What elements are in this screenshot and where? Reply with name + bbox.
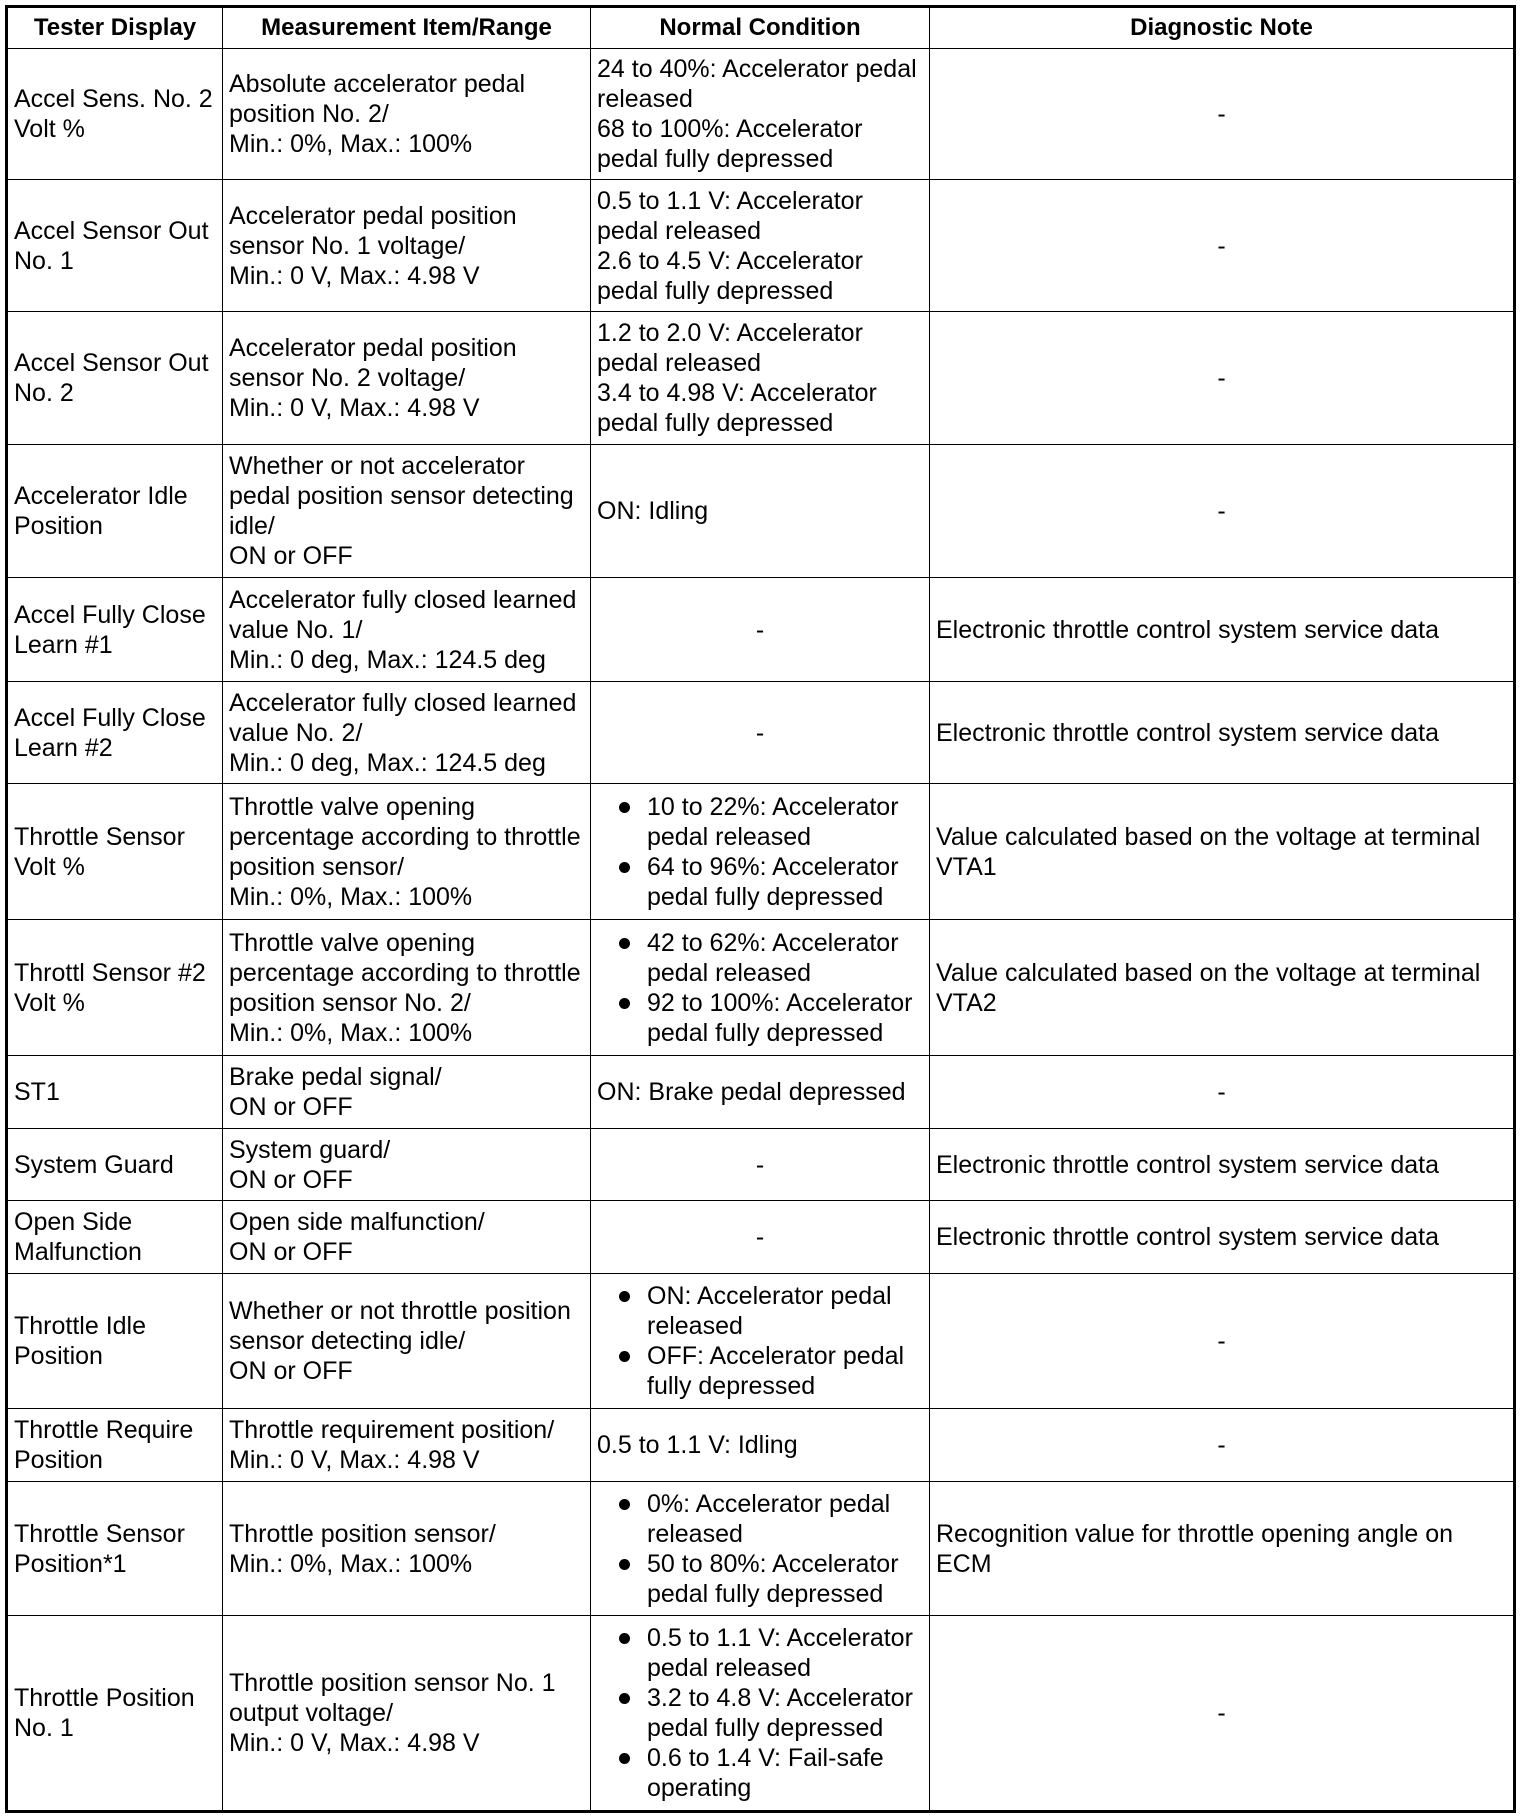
condition-bullet-item bbox=[597, 1743, 923, 1803]
condition-cell bbox=[591, 49, 930, 180]
measurement-cell bbox=[223, 1129, 591, 1201]
cell-line: Accelerator Idle bbox=[14, 482, 188, 510]
cell-line: 68 to 100%: Accelerator bbox=[597, 115, 863, 143]
condition-bullet-list bbox=[597, 1281, 923, 1401]
cell-line: Volt % bbox=[14, 988, 85, 1017]
cell-line: 0.5 to 1.1 V: Accelerator bbox=[597, 186, 863, 215]
measurement-cell bbox=[223, 312, 591, 445]
measurement-cell bbox=[223, 180, 591, 312]
cell-line: Min.: 0 deg, Max.: 124.5 deg bbox=[229, 645, 546, 674]
diagnostic-note-cell: - bbox=[930, 49, 1515, 180]
cell-line: Min.: 0 V, Max.: 4.98 V bbox=[229, 1446, 480, 1474]
cell-line: Position bbox=[14, 1342, 103, 1370]
cell-line: sensor No. 1 voltage/ bbox=[229, 231, 466, 260]
cell-line: Throttle Idle bbox=[14, 1312, 147, 1340]
table-row bbox=[7, 578, 1515, 682]
condition-cell bbox=[591, 1482, 930, 1616]
condition-bullet-item bbox=[597, 1281, 923, 1341]
measurement-cell bbox=[223, 49, 591, 180]
cell-line: Position bbox=[14, 512, 103, 540]
cell-line: pedal released bbox=[597, 349, 762, 377]
cell-line: Accel Fully Close bbox=[14, 703, 206, 732]
condition-cell bbox=[591, 1274, 930, 1409]
cell-line: Accel Fully Close bbox=[14, 600, 206, 629]
cell-line: Accelerator fully closed learned bbox=[229, 585, 577, 614]
cell-line: Throttle valve opening bbox=[229, 792, 475, 821]
cell-line: ST1 bbox=[14, 1078, 60, 1106]
measurement-cell bbox=[223, 1409, 591, 1482]
table-row bbox=[7, 1129, 1515, 1201]
cell-line: Throttle position sensor No. 1 bbox=[229, 1669, 556, 1697]
condition-cell: - bbox=[591, 1129, 930, 1201]
cell-line: Throttle position sensor/ bbox=[229, 1519, 496, 1548]
cell-line: Min.: 0%, Max.: 100% bbox=[229, 882, 473, 911]
table-row bbox=[7, 312, 1515, 445]
cell-line: Value calculated based on the voltage at terminal bbox=[936, 822, 1481, 851]
cell-line: 0%: Accelerator pedal bbox=[647, 1489, 891, 1518]
header-tester-display: Tester Display bbox=[7, 7, 223, 49]
cell-line: Volt % bbox=[14, 852, 85, 881]
diagnostic-note-cell: - bbox=[930, 445, 1515, 578]
cell-line: System Guard bbox=[14, 1150, 174, 1179]
cell-line: 50 to 80%: Accelerator bbox=[647, 1549, 899, 1578]
cell-line: sensor detecting idle/ bbox=[229, 1327, 466, 1355]
table-row bbox=[7, 1482, 1515, 1616]
cell-line: fully depressed bbox=[647, 1372, 816, 1400]
cell-line: pedal fully depressed bbox=[647, 1018, 884, 1047]
cell-line: position sensor/ bbox=[229, 852, 405, 881]
table-row bbox=[7, 445, 1515, 578]
cell-line: No. 1 bbox=[14, 246, 74, 275]
condition-bullet-list bbox=[597, 1623, 923, 1803]
cell-line: ON or OFF bbox=[229, 1093, 353, 1121]
condition-bullet-item bbox=[597, 1549, 923, 1609]
tester-display-cell bbox=[7, 1409, 223, 1482]
condition-bullet-item bbox=[597, 1683, 923, 1743]
diagnostic-note-cell: - bbox=[930, 1409, 1515, 1482]
measurement-cell bbox=[223, 578, 591, 682]
condition-cell bbox=[591, 445, 930, 578]
diagnostic-note-cell: - bbox=[930, 1056, 1515, 1129]
condition-cell bbox=[591, 784, 930, 920]
cell-line: Open side malfunction/ bbox=[229, 1208, 485, 1236]
cell-line: percentage according to throttle bbox=[229, 958, 581, 987]
header-normal-condition: Normal Condition bbox=[591, 7, 930, 49]
header-diagnostic-note: Diagnostic Note bbox=[930, 7, 1515, 49]
cell-line: Throttle Require bbox=[14, 1416, 194, 1444]
cell-line: Recognition value for throttle opening angle on bbox=[936, 1519, 1454, 1548]
condition-bullet-item bbox=[597, 1489, 923, 1549]
cell-line: sensor No. 2 voltage/ bbox=[229, 364, 466, 392]
diagnostic-note-cell: Electronic throttle control system service data bbox=[930, 682, 1515, 784]
table-row bbox=[7, 920, 1515, 1056]
cell-line: pedal position sensor detecting bbox=[229, 482, 574, 510]
cell-line: pedal released bbox=[647, 822, 812, 851]
tester-display-cell bbox=[7, 920, 223, 1056]
condition-bullet-list bbox=[597, 1489, 923, 1609]
table-row bbox=[7, 1616, 1515, 1812]
header-measurement-item: Measurement Item/Range bbox=[223, 7, 591, 49]
cell-line: Throttl Sensor #2 bbox=[14, 958, 206, 987]
tester-display-cell bbox=[7, 1129, 223, 1201]
cell-line: Accelerator pedal position bbox=[229, 334, 517, 362]
tester-display-cell bbox=[7, 784, 223, 920]
cell-line: Learn #2 bbox=[14, 733, 113, 762]
cell-line: 3.2 to 4.8 V: Accelerator bbox=[647, 1684, 913, 1712]
diagnostic-note-cell: - bbox=[930, 1274, 1515, 1409]
cell-line: Accel Sensor Out bbox=[14, 216, 209, 245]
tester-display-cell bbox=[7, 682, 223, 784]
cell-line: 92 to 100%: Accelerator bbox=[647, 988, 913, 1017]
diagnostic-note-cell bbox=[930, 784, 1515, 920]
cell-line: 42 to 62%: Accelerator bbox=[647, 928, 899, 957]
diagnostic-note-cell: Electronic throttle control system service data bbox=[930, 1201, 1515, 1274]
condition-bullet-item bbox=[597, 988, 923, 1048]
cell-line: 3.4 to 4.98 V: Accelerator bbox=[597, 379, 877, 407]
cell-line: Min.: 0 deg, Max.: 124.5 deg bbox=[229, 748, 546, 777]
cell-line: ON or OFF bbox=[229, 1165, 353, 1194]
cell-line: No. 1 bbox=[14, 1714, 74, 1742]
cell-line: Throttle Position bbox=[14, 1684, 195, 1712]
tester-display-cell bbox=[7, 1201, 223, 1274]
condition-cell bbox=[591, 312, 930, 445]
measurement-cell bbox=[223, 682, 591, 784]
cell-line: Malfunction bbox=[14, 1238, 142, 1266]
cell-line: System guard/ bbox=[229, 1135, 391, 1164]
condition-cell bbox=[591, 180, 930, 312]
diagnostic-note-cell bbox=[930, 920, 1515, 1056]
table-row bbox=[7, 1409, 1515, 1482]
cell-line: pedal fully depressed bbox=[597, 409, 834, 437]
cell-line: Throttle valve opening bbox=[229, 928, 475, 957]
condition-bullet-item bbox=[597, 852, 923, 912]
condition-cell bbox=[591, 920, 930, 1056]
cell-line: Absolute accelerator pedal bbox=[229, 70, 526, 98]
cell-line: Min.: 0%, Max.: 100% bbox=[229, 1018, 473, 1047]
condition-bullet-item bbox=[597, 792, 923, 852]
cell-line: Throttle requirement position/ bbox=[229, 1416, 555, 1444]
tester-display-cell bbox=[7, 180, 223, 312]
condition-cell: - bbox=[591, 1201, 930, 1274]
table-row bbox=[7, 784, 1515, 920]
table-row bbox=[7, 180, 1515, 312]
cell-line: pedal released bbox=[597, 216, 762, 245]
diagnostic-note-cell: - bbox=[930, 180, 1515, 312]
measurement-cell bbox=[223, 1201, 591, 1274]
cell-line: 1.2 to 2.0 V: Accelerator bbox=[597, 319, 863, 347]
measurement-cell bbox=[223, 784, 591, 920]
measurement-cell bbox=[223, 1616, 591, 1812]
condition-bullet-list bbox=[597, 792, 923, 912]
cell-line: pedal fully depressed bbox=[597, 145, 834, 173]
cell-line: 0.5 to 1.1 V: Accelerator bbox=[647, 1624, 913, 1652]
cell-line: OFF: Accelerator pedal bbox=[647, 1342, 905, 1370]
cell-line: Min.: 0 V, Max.: 4.98 V bbox=[229, 394, 480, 422]
cell-line: VTA1 bbox=[936, 852, 997, 881]
cell-line: released bbox=[647, 1312, 743, 1340]
table-row bbox=[7, 49, 1515, 180]
cell-line: Accel Sensor Out bbox=[14, 349, 209, 377]
cell-line: Position*1 bbox=[14, 1549, 127, 1578]
cell-line: Throttle Sensor bbox=[14, 822, 185, 851]
measurement-cell bbox=[223, 1482, 591, 1616]
tester-display-cell bbox=[7, 49, 223, 180]
cell-line: Whether or not accelerator bbox=[229, 452, 525, 480]
diagnostic-note-cell: Electronic throttle control system service data bbox=[930, 1129, 1515, 1201]
condition-cell: - bbox=[591, 578, 930, 682]
data-list-table bbox=[5, 5, 1516, 1813]
cell-line: released bbox=[597, 85, 693, 113]
cell-line: pedal fully depressed bbox=[647, 1579, 884, 1608]
cell-line: Accelerator fully closed learned bbox=[229, 688, 577, 717]
diagnostic-note-cell bbox=[930, 1482, 1515, 1616]
cell-line: ON or OFF bbox=[229, 542, 353, 570]
diagnostic-note-cell: Electronic throttle control system service data bbox=[930, 578, 1515, 682]
cell-line: idle/ bbox=[229, 512, 275, 540]
cell-line: 10 to 22%: Accelerator bbox=[647, 792, 899, 821]
table-row bbox=[7, 1201, 1515, 1274]
cell-line: Learn #1 bbox=[14, 630, 113, 659]
cell-line: Open Side bbox=[14, 1208, 133, 1236]
cell-line: ON or OFF bbox=[229, 1357, 353, 1385]
tester-display-cell bbox=[7, 1056, 223, 1129]
cell-line: Min.: 0%, Max.: 100% bbox=[229, 1549, 473, 1578]
cell-line: pedal fully depressed bbox=[647, 1714, 884, 1742]
cell-line: Min.: 0 V, Max.: 4.98 V bbox=[229, 1729, 480, 1757]
measurement-cell bbox=[223, 1274, 591, 1409]
condition-bullet-item bbox=[597, 1623, 923, 1683]
condition-cell: - bbox=[591, 682, 930, 784]
table-header bbox=[7, 7, 1515, 49]
cell-line: Value calculated based on the voltage at terminal bbox=[936, 958, 1481, 987]
cell-line: ECM bbox=[936, 1549, 992, 1578]
tester-display-cell bbox=[7, 1274, 223, 1409]
cell-line: value No. 1/ bbox=[229, 615, 363, 644]
measurement-cell bbox=[223, 920, 591, 1056]
cell-line: VTA2 bbox=[936, 988, 997, 1017]
cell-line: Accelerator pedal position bbox=[229, 201, 517, 230]
cell-line: Min.: 0%, Max.: 100% bbox=[229, 130, 473, 158]
tester-display-cell bbox=[7, 445, 223, 578]
table-body bbox=[7, 49, 1515, 1812]
cell-line: Whether or not throttle position bbox=[229, 1297, 571, 1325]
measurement-cell bbox=[223, 445, 591, 578]
tester-display-cell bbox=[7, 1616, 223, 1812]
cell-line: Volt % bbox=[14, 115, 85, 143]
measurement-cell bbox=[223, 1056, 591, 1129]
cell-line: ON: Accelerator pedal bbox=[647, 1282, 892, 1310]
condition-bullet-item bbox=[597, 928, 923, 988]
cell-line: Throttle Sensor bbox=[14, 1519, 185, 1548]
cell-line: ON or OFF bbox=[229, 1238, 353, 1266]
diagnostic-note-cell: - bbox=[930, 1616, 1515, 1812]
cell-line: pedal fully depressed bbox=[647, 882, 884, 911]
cell-line: position No. 2/ bbox=[229, 100, 389, 128]
condition-bullet-list bbox=[597, 928, 923, 1048]
cell-line: output voltage/ bbox=[229, 1699, 394, 1727]
cell-line: Accel Sens. No. 2 bbox=[14, 85, 213, 113]
table-row bbox=[7, 1056, 1515, 1129]
cell-line: released bbox=[647, 1519, 743, 1548]
cell-line: No. 2 bbox=[14, 379, 74, 407]
cell-line: Min.: 0 V, Max.: 4.98 V bbox=[229, 261, 480, 290]
cell-line: Brake pedal signal/ bbox=[229, 1063, 442, 1091]
diagnostic-note-cell: - bbox=[930, 312, 1515, 445]
cell-line: percentage according to throttle bbox=[229, 822, 581, 851]
cell-line: 64 to 96%: Accelerator bbox=[647, 852, 899, 881]
cell-line: pedal released bbox=[647, 958, 812, 987]
tester-display-cell bbox=[7, 578, 223, 682]
table-row bbox=[7, 1274, 1515, 1409]
condition-bullet-item bbox=[597, 1341, 923, 1401]
tester-display-cell bbox=[7, 1482, 223, 1616]
cell-line: pedal released bbox=[647, 1654, 812, 1682]
cell-line: 24 to 40%: Accelerator pedal bbox=[597, 55, 917, 83]
cell-line: value No. 2/ bbox=[229, 718, 363, 747]
table-row bbox=[7, 682, 1515, 784]
cell-line: 2.6 to 4.5 V: Accelerator bbox=[597, 246, 863, 275]
tester-display-cell bbox=[7, 312, 223, 445]
condition-cell bbox=[591, 1616, 930, 1812]
cell-line: 0.6 to 1.4 V: Fail-safe bbox=[647, 1744, 884, 1772]
condition-cell: 0.5 to 1.1 V: Idling bbox=[591, 1409, 930, 1482]
cell-line: pedal fully depressed bbox=[597, 276, 834, 305]
cell-line: ON: Idling bbox=[597, 497, 709, 525]
header-row bbox=[7, 7, 1515, 49]
cell-line: operating bbox=[647, 1774, 752, 1802]
condition-cell: ON: Brake pedal depressed bbox=[591, 1056, 930, 1129]
cell-line: Position bbox=[14, 1446, 103, 1474]
cell-line: position sensor No. 2/ bbox=[229, 988, 471, 1017]
